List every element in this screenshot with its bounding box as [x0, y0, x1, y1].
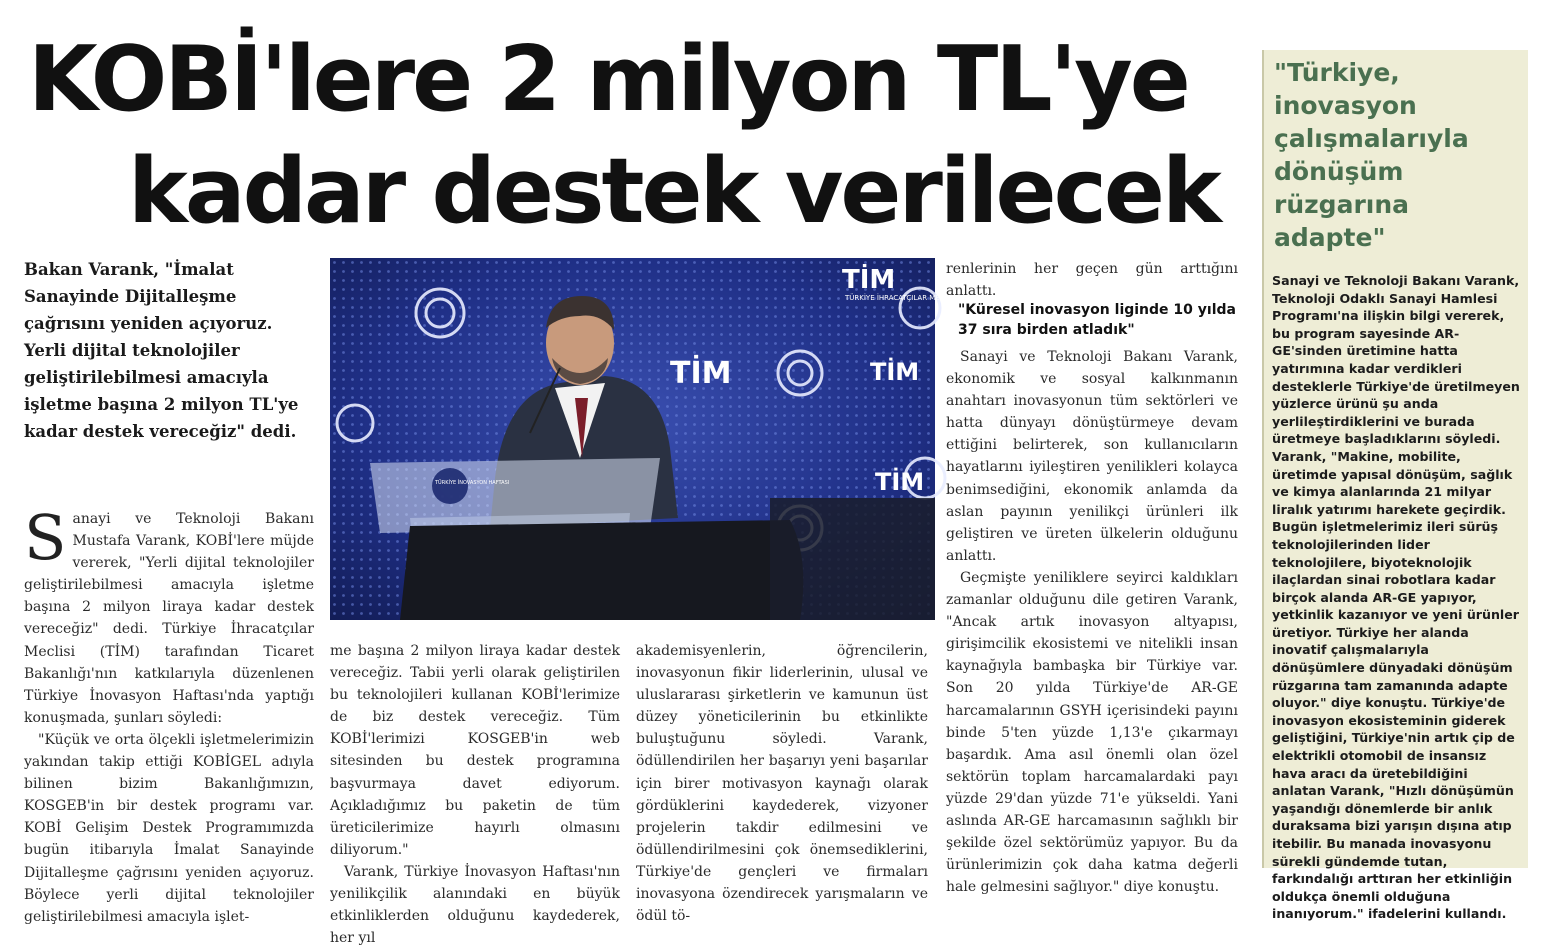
- column-2-paragraph-1: me başına 2 milyon liraya kadar destek vereceğiz. Tabii yerli olarak geliştirilen bu teknolojileri kullanan KOBİ'lerimize de biz destek vereceğiz. Tüm KOBİ'lerimizi KOSGEB'in web sitesinden bu destek programına başvurmaya davet ediyorum. Açıkladığımız bu paketin de tüm üreticilerimize hayırlı olmasını diliyorum.": [330, 643, 620, 858]
- svg-text:TİM: TİM: [670, 356, 732, 391]
- column-4: [946, 346, 1238, 898]
- column-4-top: [946, 258, 1238, 302]
- headline-line-1: KOBİ'lere 2 milyon TL'ye: [28, 27, 1188, 132]
- column-2: [330, 640, 620, 949]
- backdrop-logo-text: TİM: [842, 265, 896, 295]
- svg-text:TİM: TİM: [875, 468, 925, 496]
- column-2-paragraph-2: Varank, Türkiye İnovasyon Haftası'nın yenilikçilik alanındaki en büyük etkinliklerden olduğunu kaydederek, her yıl: [330, 863, 620, 947]
- column-1: [24, 501, 314, 928]
- headline-line-2: kadar destek verilecek: [128, 139, 1219, 244]
- column-4-carryover: renlerinin her geçen gün arttığını anlattı.: [946, 261, 1238, 300]
- column-4-paragraph-1: Sanayi ve Teknoloji Bakanı Varank, ekonomik ve sosyal kalkınmanın anahtarı inovasyonun tüm sektörleri ve hatta dünyayı dönüştürmeye devam ettiğini belirterek, son kullanıcıların hayatlarını iyileştiren yenilikleri kolayca benimsediğini, ekonomik anlamda da aslan payının yenilikçi ürünleri ilk geliştiren ve üreten ülkelerin olduğunu anlattı.: [946, 349, 1238, 564]
- drop-cap: S: [24, 501, 67, 574]
- speaker-at-podium-image: [330, 258, 958, 620]
- column-4-subheading: "Küresel inovasyon liginde 10 yılda 37 sıra birden atladık": [958, 302, 1236, 338]
- sidebar-pull-quote: "Türkiye, inovasyon çalışmalarıyla dönüşüm rüzgarına adapte": [1274, 58, 1469, 252]
- svg-text:TÜRKİYE İHRACATÇILAR MECLİSİ: TÜRKİYE İHRACATÇILAR MECLİSİ: [845, 294, 958, 302]
- column-3-paragraph-1: akademisyenlerin, öğrencilerin, inovasyonun fikir liderlerinin, ulusal ve uluslararası şirketlerin ve kamunun üst düzey yöneticilerinin bu etkinlikte buluştuğunu söyledi. Varank, ödüllendirilen her başarıyı yeni başarılar için birer motivasyon kaynağı olarak gördüklerini kaydederek, vizyoner projelerin takdir edilmesini ve ödüllendirilmesini çok önemsediklerini, Türkiye'de gençleri ve firmaları inovasyona özendirecek yarışmaların ve ödül tö-: [636, 643, 928, 925]
- lead-paragraph: Bakan Varank, "İmalat Sanayinde Dijitalleşme çağrısını yeniden açıyoruz. Yerli dijital teknolojiler geliştirilebilmesi amacıyla işletme başına 2 milyon TL'ye kadar destek vereceğiz" dedi.: [24, 260, 299, 441]
- column-1-paragraph-2: "Küçük ve orta ölçekli işletmelerimizin yakından takip ettiği KOBİGEL adıyla bilinen bizim Bakanlığımızın, KOSGEB'in bir destek programı var. KOBİ Gelişim Destek Programımızda bugün itibarıyla İmalat Sanayinde Dijitalleşme çağrısını yeniden açıyoruz. Böylece yerli dijital teknolojiler geliştirilebilmesi amacıyla işlet-: [24, 731, 314, 925]
- news-photo: [330, 258, 958, 620]
- column-3: [636, 640, 928, 927]
- sidebar-box: [1262, 50, 1528, 922]
- sidebar-text: Sanayi ve Teknoloji Bakanı Varank, Teknoloji Odaklı Sanayi Hamlesi Programı'na ilişkin bilgi vererek, bu program sayesinde AR-GE'sinden üretimine hatta yatırımına kadar verdikleri desteklerle Türkiye'de üretilmeyen yüzlerce ürünü şu anda yerlileştirdiklerini ve burada üretmeye başladıklarını söyledi. Varank, "Makine, mobilite, üretimde yapısal dönüşüm, sağlık ve kimya alanlarında 21 milyar liralık yatırımı harekete geçirdik. Bugün işletmelerimiz ileri sürüş teknolojilerinden lider teknolojilere, biyoteknolojik ilaçlardan sinai robotlara kadar birçok alanda AR-GE yapıyor, yetkinlik kazanıyor ve yeni ürünler üretiyor. Türkiye her alanda inovatif çalışmalarıyla dönüşümlere dünyadaki dönüşüm rüzgarına tam zamanında adapte oluyor." diye konuştu. Türkiye'de inovasyon ekosisteminin giderek geliştiğini, Türkiye'nin artık çip de elektrikli otomobil de insansız hava aracı da üretebildiğini anlatan Varank, "Hızlı dönüşümün yaşandığı dönemlerde bir anlık duraksama bizi yarışın dışına atıp itebilir. Bu manada inovasyonu sürekli gündemde tutan, farkındalığı arttıran her etkinliğin oldukça önemli olduğuna inanıyorum." ifadelerini kullandı.: [1272, 273, 1520, 922]
- column-4-paragraph-2: Geçmişte yeniliklere seyirci kaldıkları zamanlar olduğunu dile getiren Varank, "Ancak artık inovasyon altyapısı, girişimcilik ekosistemi ve nitelikli insan kaynağıyla bambaşka bir Türkiye var. Son 20 yılda Türkiye'de AR-GE harcamalarının GSYH içerisindeki payını binde 5'ten yüzde 1,13'e çıkarmayı başardık. Ama asıl önemli olan özel sektörün toplam harcamalardaki payı yüzde 29'dan yüzde 71'e yükseldi. Yani aslında AR-GE harcamasının sağlıklı bir şekilde özel sektörümüz yapıyor. Bu da ürünlerimizin çok daha katma değerli hale gelmesini sağlıyor." diye konuştu.: [946, 569, 1238, 896]
- podium-logo-text: TÜRKİYE İNOVASYON HAFTASI: [435, 480, 510, 486]
- column-1-paragraph-1: anayi ve Teknoloji Bakanı Mustafa Varank, KOBİ'lere müjde vererek, "Yerli dijital teknolojiler geliştirilebilmesi amacıyla işletme başına 2 milyon liraya kadar destek vereceğiz" dedi. Türkiye İhracatçılar Meclisi (TİM) tarafından Ticaret Bakanlığı'nın katkılarıyla düzenlenen Türkiye İnovasyon Haftası'nda yaptığı konuşmada, şunları söyledi:: [24, 511, 314, 726]
- svg-text:TİM: TİM: [870, 358, 920, 386]
